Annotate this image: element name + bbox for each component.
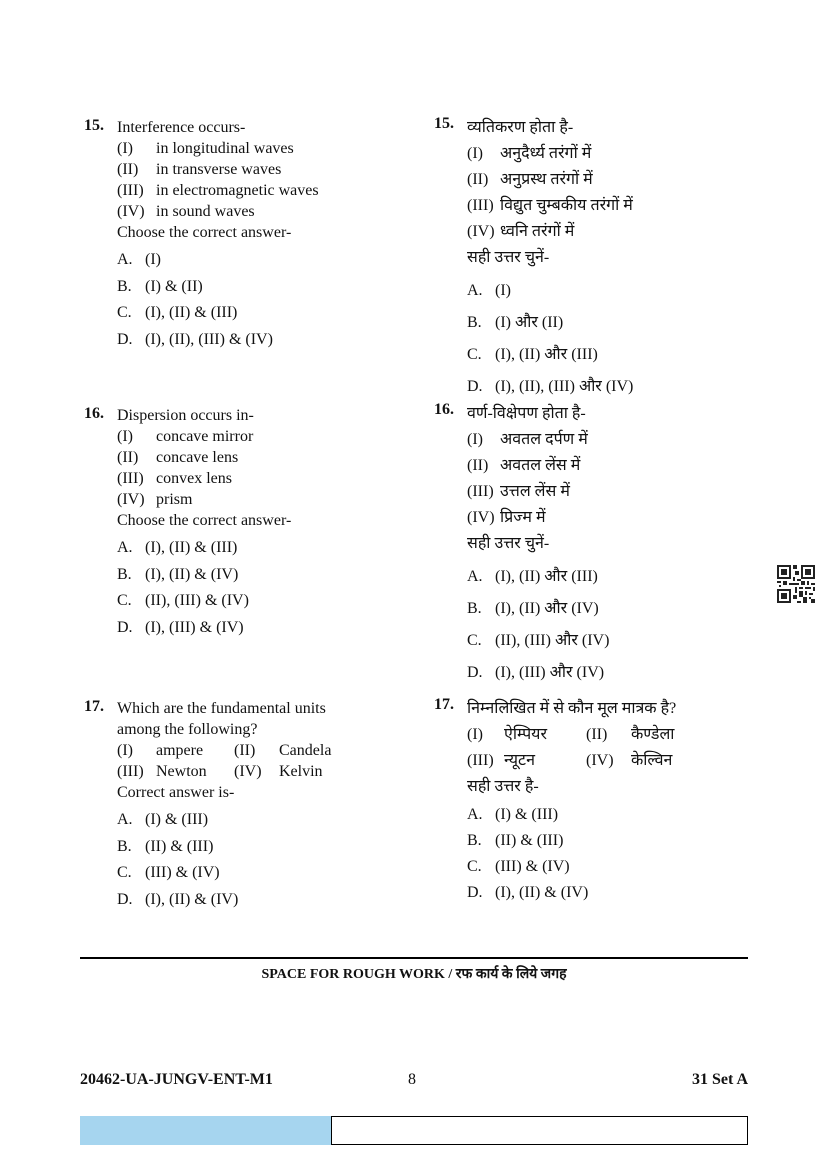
- answer-prompt: सही उत्तर चुनें-: [467, 249, 550, 266]
- question-stem: व्यतिकरण होता है-: [467, 119, 574, 136]
- answer-prompt: सही उत्तर चुनें-: [467, 535, 550, 552]
- question-15-hindi: [434, 115, 764, 403]
- question-stem: वर्ण-विक्षेपण होता है-: [467, 405, 586, 422]
- question-stem: Interference occurs-: [117, 119, 246, 136]
- statement: (II) in transverse waves: [117, 161, 282, 178]
- option-a: A. (I) & (III): [467, 806, 559, 823]
- option-b: B. (II) & (III): [117, 837, 214, 855]
- divider-line: [80, 957, 748, 959]
- question-16-hindi: [434, 401, 764, 689]
- question-number: 16.: [84, 405, 104, 422]
- option-d: D. (I), (II) & (IV): [117, 890, 239, 908]
- footer-box: [331, 1116, 748, 1145]
- option-d: D. (I), (III) & (IV): [117, 618, 244, 636]
- statement-pair: (I) ampere (II) Candela: [117, 742, 332, 759]
- option-a: A. (I), (II) & (III): [117, 539, 238, 556]
- statement: (III) उत्तल लेंस में: [467, 483, 570, 500]
- option-a: A. (I): [467, 282, 511, 299]
- rough-work-heading: SPACE FOR ROUGH WORK / रफ कार्य के लिये जगह: [261, 967, 567, 982]
- question-17-hindi: [434, 696, 764, 906]
- option-c: C. (III) & (IV): [117, 864, 220, 881]
- option-b: B. (I) & (II): [117, 277, 203, 295]
- question-number: 16.: [434, 401, 454, 418]
- option-b: B. (II) & (III): [467, 832, 564, 849]
- statement: (IV) प्रिज्म में: [467, 509, 546, 526]
- option-d: D. (I), (III) और (IV): [467, 664, 605, 681]
- question-17-english: [84, 698, 414, 913]
- statement: (II) अनुप्रस्थ तरंगों में: [467, 171, 593, 188]
- statement: (II) अवतल लेंस में: [467, 457, 581, 474]
- option-c: C. (III) & (IV): [467, 858, 570, 875]
- paper-code: 20462-UA-JUNGV-ENT-M1: [80, 1071, 273, 1088]
- statement: (I) in longitudinal waves: [117, 140, 294, 157]
- question-stem: Dispersion occurs in-: [117, 407, 254, 424]
- question-stem-cont: among the following?: [117, 721, 258, 738]
- question-number: 15.: [84, 117, 104, 134]
- option-b: B. (I), (II) & (IV): [117, 565, 239, 583]
- statement: (IV) in sound waves: [117, 203, 255, 220]
- question-15-english: [84, 117, 414, 353]
- option-c: C. (I), (II) & (III): [117, 304, 238, 321]
- question-number: 17.: [84, 698, 104, 715]
- answer-prompt: Correct answer is-: [117, 784, 235, 801]
- statement: (III) convex lens: [117, 470, 232, 487]
- question-number: 17.: [434, 696, 454, 713]
- question-number: 15.: [434, 115, 454, 132]
- statement: (I) concave mirror: [117, 428, 254, 445]
- option-d: D. (I), (II) & (IV): [467, 884, 589, 901]
- statement: (I) अवतल दर्पण में: [467, 431, 588, 448]
- answer-prompt: Choose the correct answer-: [117, 224, 292, 241]
- question-stem: Which are the fundamental units: [117, 700, 326, 717]
- footer-color-bar: [80, 1116, 331, 1145]
- option-c: C. (I), (II) और (III): [467, 346, 598, 363]
- option-a: A. (I): [117, 251, 161, 268]
- statement: (III) विद्युत चुम्बकीय तरंगों में: [467, 197, 633, 214]
- question-16-english: [84, 405, 414, 641]
- option-b: B. (I) और (II): [467, 314, 564, 331]
- statement: (IV) ध्वनि तरंगों में: [467, 223, 575, 240]
- statement: (III) in electromagnetic waves: [117, 182, 319, 199]
- option-d: D. (I), (II), (III) & (IV): [117, 330, 273, 348]
- option-b: B. (I), (II) और (IV): [467, 600, 599, 617]
- qr-code-icon: [777, 565, 815, 603]
- answer-prompt: सही उत्तर है-: [467, 778, 539, 795]
- option-d: D. (I), (II), (III) और (IV): [467, 378, 634, 395]
- statement-pair: (I) ऐम्पियर (II) कैण्डेला: [467, 726, 675, 743]
- page-number: 8: [408, 1071, 416, 1088]
- statement-pair: (III) Newton (IV) Kelvin: [117, 763, 323, 780]
- set-label: 31 Set A: [692, 1071, 748, 1088]
- statement: (IV) prism: [117, 491, 193, 508]
- option-a: A. (I), (II) और (III): [467, 568, 598, 585]
- statement: (I) अनुदैर्ध्य तरंगों में: [467, 145, 592, 162]
- option-c: C. (II), (III) & (IV): [117, 592, 249, 609]
- question-stem: निम्नलिखित में से कौन मूल मात्रक है?: [467, 700, 677, 717]
- statement: (II) concave lens: [117, 449, 239, 466]
- option-a: A. (I) & (III): [117, 811, 209, 828]
- statement-pair: (III) न्यूटन (IV) केल्विन: [467, 752, 673, 769]
- option-c: C. (II), (III) और (IV): [467, 632, 610, 649]
- answer-prompt: Choose the correct answer-: [117, 512, 292, 529]
